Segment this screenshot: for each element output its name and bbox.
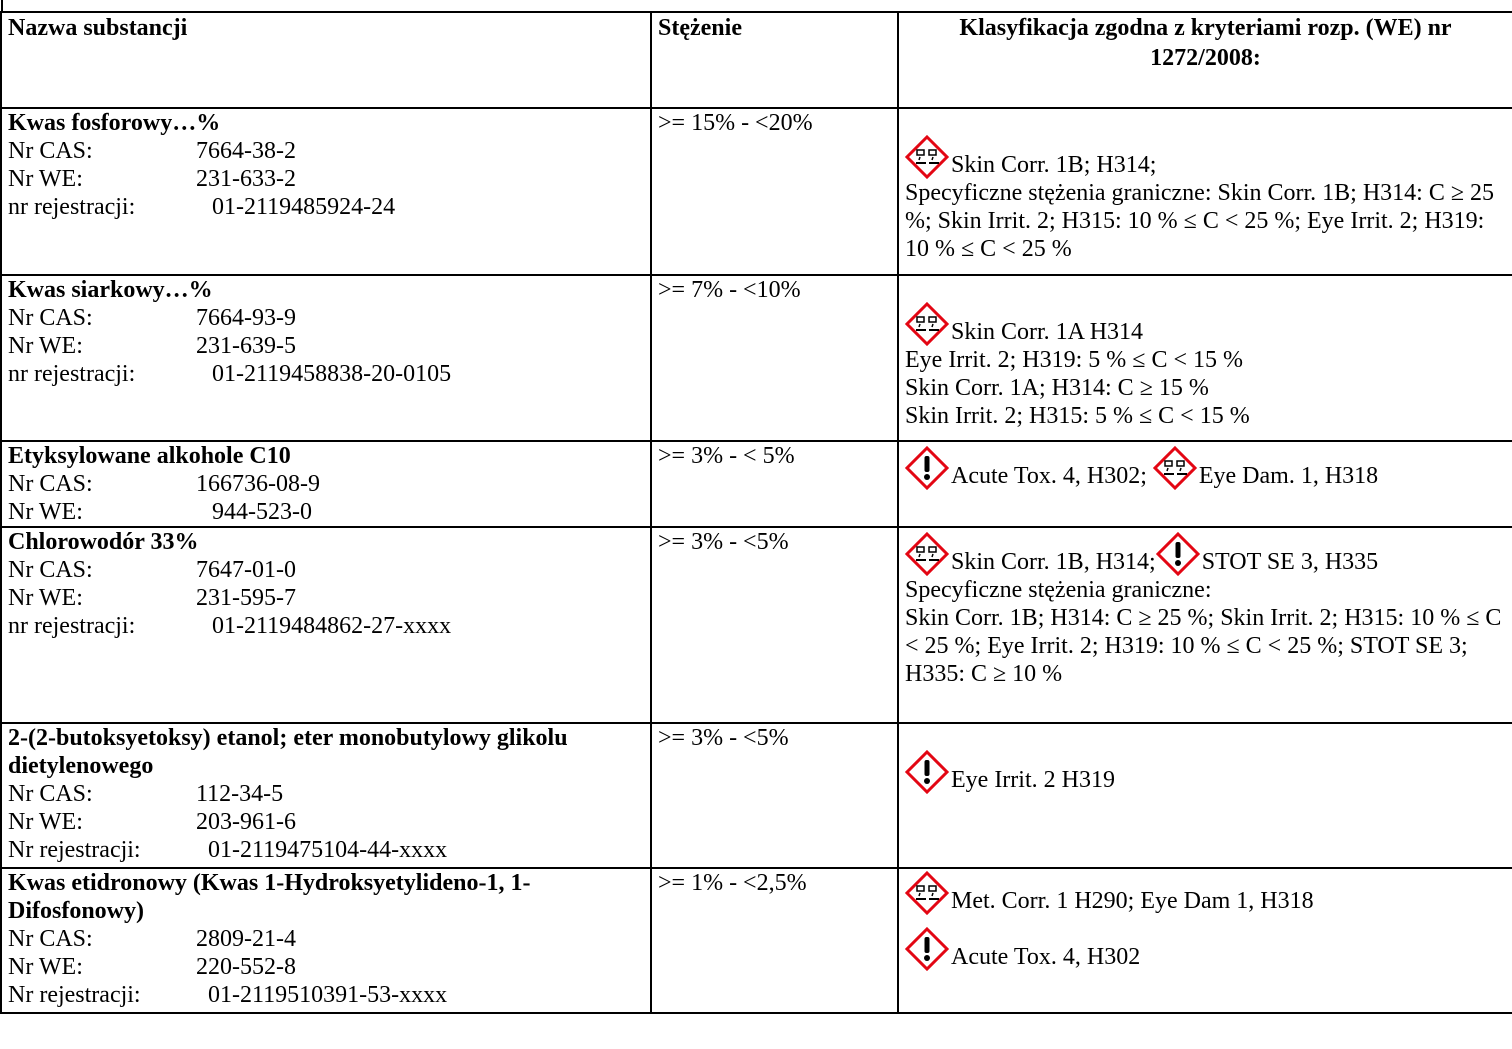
classification-line: Skin Corr. 1A; H314: C ≥ 15 % <box>905 375 1209 401</box>
classification-cell <box>898 275 1512 441</box>
substance-cell <box>1 723 651 868</box>
classification-line: Eye Irrit. 2; H319: 5 % ≤ C < 15 % <box>905 347 1243 373</box>
we-line <box>8 953 644 981</box>
cas-line <box>8 780 644 808</box>
substance-cell <box>1 108 651 275</box>
table-row <box>1 527 1512 723</box>
substance-cell <box>1 441 651 527</box>
table-row <box>1 275 1512 441</box>
substance-name: Etyksylowane alkohole C10 <box>8 443 291 469</box>
table-header-row <box>1 12 1512 108</box>
substance-name: Kwas fosforowy…% <box>8 110 221 136</box>
table-row <box>1 868 1512 1013</box>
cas-line <box>8 137 644 165</box>
classification-cell <box>898 108 1512 275</box>
corrosion-icon <box>905 532 949 576</box>
we-label: Nr WE: <box>8 585 83 611</box>
cas-label: Nr CAS: <box>8 305 93 331</box>
concentration-cell: >= 3% - <5% <box>651 527 898 723</box>
corrosion-icon <box>905 302 949 346</box>
table-row <box>1 108 1512 275</box>
reg-number: 01-2119458838-20-0105 <box>212 361 452 387</box>
cas-number: 112-34-5 <box>196 781 284 807</box>
classification-limits-head: Specyficzne stężenia graniczne: <box>905 577 1212 603</box>
classification-b: Eye Dam. 1, H318 <box>1198 463 1379 489</box>
reg-number: 01-2119485924-24 <box>212 194 396 220</box>
reg-label: Nr rejestracji: <box>8 837 141 863</box>
reg-line <box>8 360 644 388</box>
we-line <box>8 332 644 360</box>
substance-name: Chlorowodór 33% <box>8 529 199 555</box>
classification-limits: Specyficzne stężenia graniczne: Skin Corr. 1B; H314: C ≥ 25 %; Skin Irrit. 2; H315: 10 % ≤ C < 25 %; Eye Irrit. 2; H319: 10 % ≤ C < 25 % <box>905 180 1495 262</box>
cas-number: 2809-21-4 <box>196 926 296 952</box>
reg-label: nr rejestracji: <box>8 613 136 639</box>
we-line <box>8 808 644 836</box>
cas-label: Nr CAS: <box>8 471 93 497</box>
exclamation-mark-icon <box>905 446 949 490</box>
we-number: 220-552-8 <box>196 954 296 980</box>
cas-number: 166736-08-9 <box>196 471 320 497</box>
classification-cell <box>898 868 1512 1013</box>
we-line <box>8 165 644 193</box>
substance-name: Kwas siarkowy…% <box>8 277 213 303</box>
reg-number: 01-2119475104-44-xxxx <box>208 837 448 863</box>
substance-cell <box>1 527 651 723</box>
we-number: 203-961-6 <box>196 809 296 835</box>
cas-number: 7664-93-9 <box>196 305 296 331</box>
cas-line <box>8 925 644 953</box>
we-label: Nr WE: <box>8 499 83 525</box>
reg-number: 01-2119510391-53-xxxx <box>208 982 448 1008</box>
header-classification: Klasyfikacja zgodna z kryteriami rozp. (WE) nr 1272/2008: <box>898 12 1512 108</box>
concentration-cell: >= 3% - <5% <box>651 723 898 868</box>
reg-label: nr rejestracji: <box>8 361 136 387</box>
classification-main: Skin Corr. 1A H314 <box>951 319 1144 345</box>
corrosion-icon <box>1153 446 1197 490</box>
cas-number: 7664-38-2 <box>196 138 296 164</box>
reg-line <box>8 836 644 864</box>
reg-line <box>8 981 644 1009</box>
exclamation-mark-icon <box>905 927 949 971</box>
we-label: Nr WE: <box>8 809 83 835</box>
classification-line: Skin Irrit. 2; H315: 5 % ≤ C < 15 % <box>905 403 1250 429</box>
we-line <box>8 498 644 526</box>
corrosion-icon <box>905 135 949 179</box>
we-number: 231-639-5 <box>196 333 296 359</box>
classification-b: STOT SE 3, H335 <box>1201 549 1379 575</box>
concentration-cell: >= 7% - <10% <box>651 275 898 441</box>
reg-line <box>8 193 644 221</box>
classification-a: Skin Corr. 1B, H314; <box>951 549 1156 575</box>
header-concentration: Stężenie <box>651 12 898 108</box>
we-label: Nr WE: <box>8 954 83 980</box>
corrosion-icon <box>905 871 949 915</box>
classification-a: Acute Tox. 4, H302; <box>951 463 1147 489</box>
classification-main: Eye Irrit. 2 H319 <box>951 767 1115 793</box>
classification-main: Skin Corr. 1B; H314; <box>951 152 1157 178</box>
classification-b: Acute Tox. 4, H302 <box>951 944 1141 970</box>
reg-label: nr rejestracji: <box>8 194 136 220</box>
cas-line <box>8 470 644 498</box>
cas-label: Nr CAS: <box>8 926 93 952</box>
classification-cell <box>898 723 1512 868</box>
exclamation-mark-icon <box>1156 532 1200 576</box>
composition-table <box>0 11 1512 1014</box>
we-label: Nr WE: <box>8 333 83 359</box>
classification-cell <box>898 527 1512 723</box>
substance-name: Kwas etidronowy (Kwas 1-Hydroksyetylideno-1, 1-Difosfonowy) <box>8 870 531 924</box>
concentration-cell: >= 3% - < 5% <box>651 441 898 527</box>
reg-line <box>8 612 644 640</box>
classification-cell <box>898 441 1512 527</box>
classification-limits: Skin Corr. 1B; H314: C ≥ 25 %; Skin Irrit. 2; H315: 10 % ≤ C < 25 %; Eye Irrit. 2; H319: 10 % ≤ C < 25 %; STOT SE 3; H335: C ≥ 10 % <box>905 605 1502 687</box>
cas-label: Nr CAS: <box>8 557 93 583</box>
reg-label: Nr rejestracji: <box>8 982 141 1008</box>
cas-line <box>8 304 644 332</box>
header-substance-name: Nazwa substancji <box>1 12 651 108</box>
we-number: 944-523-0 <box>212 499 312 525</box>
exclamation-mark-icon <box>905 750 949 794</box>
classification-a: Met. Corr. 1 H290; Eye Dam 1, H318 <box>951 888 1314 914</box>
we-label: Nr WE: <box>8 166 83 192</box>
concentration-cell: >= 1% - <2,5% <box>651 868 898 1013</box>
cas-label: Nr CAS: <box>8 138 93 164</box>
substance-cell <box>1 275 651 441</box>
we-number: 231-633-2 <box>196 166 296 192</box>
cas-line <box>8 556 644 584</box>
cas-label: Nr CAS: <box>8 781 93 807</box>
substance-name: 2-(2-butoksyetoksy) etanol; eter monobutylowy glikolu dietylenowego <box>8 725 568 779</box>
substance-cell <box>1 868 651 1013</box>
cas-number: 7647-01-0 <box>196 557 296 583</box>
reg-number: 01-2119484862-27-xxxx <box>212 613 452 639</box>
table-row <box>1 441 1512 527</box>
we-line <box>8 584 644 612</box>
concentration-cell: >= 15% - <20% <box>651 108 898 275</box>
we-number: 231-595-7 <box>196 585 296 611</box>
table-row <box>1 723 1512 868</box>
